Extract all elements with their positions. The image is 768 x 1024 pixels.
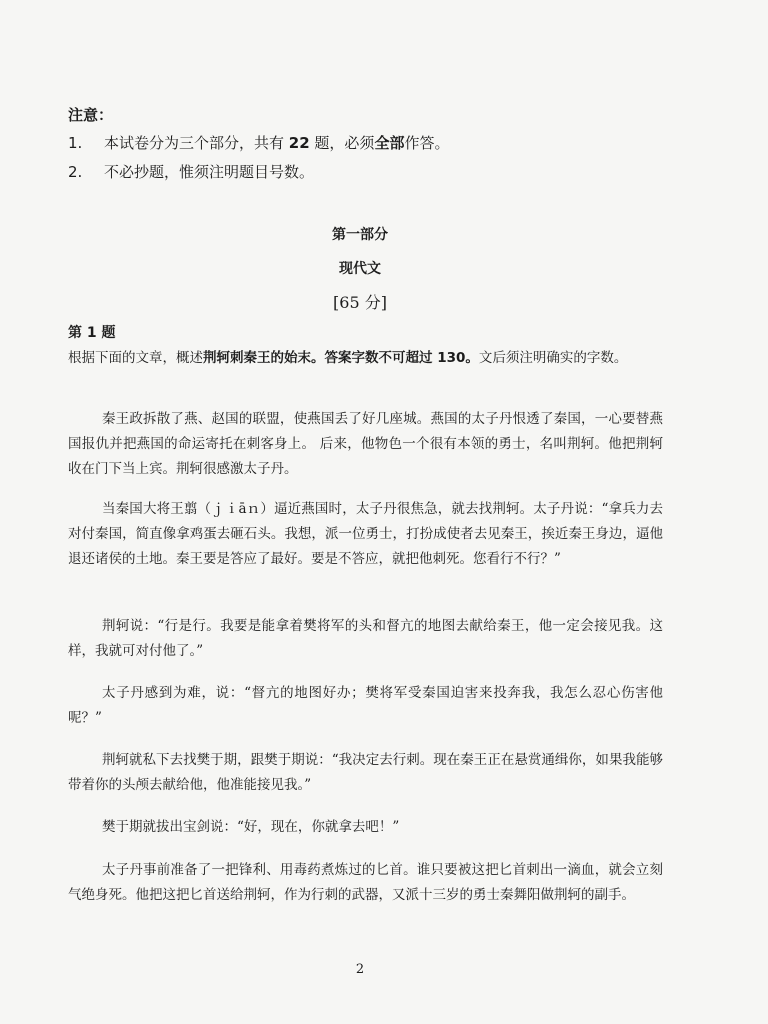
notice-item-text: 不必抄题，惟须注明题目号数。: [104, 163, 315, 181]
notice-title: 注意：: [68, 106, 114, 124]
notice-item-text: 作答。: [404, 134, 450, 152]
section-title: 现代文: [339, 261, 381, 277]
question-title: 第 1 题: [68, 325, 116, 341]
notice-item-1: [68, 132, 449, 153]
instruction-text: 文后须注明确实的字数。: [478, 350, 628, 366]
notice-item-number: 1.: [68, 134, 83, 152]
instruction-text: 根据下面的文章，概述: [68, 350, 203, 366]
instruction-bold-text: 荆轲刺秦王的始末。答案字数不可超过 130。: [203, 350, 479, 366]
question-instruction: [68, 348, 658, 369]
passage-paragraph-7: 太子丹事前准备了一把锋利、用毒药煮炼过的匕首。谁只要被这把匕首刺出一滴血，就会立刻气绝身死。他把这把匕首送给荆轲，作为行刺的武器，又派十三岁的勇士秦舞阳做荆轲的副手。: [68, 862, 663, 903]
passage-paragraph-2: 当秦国大将王翦（ｊｉāｎ）逼近燕国时，太子丹很焦急，就去找荆轲。太子丹说：“拿兵力去对付秦国，简直像拿鸡蛋去砸石头。我想，派一位勇士，打扮成使者去见秦王，挨近秦王身边，逼他退还诸侯的土地。秦王要是答应了最好。要是不答应，就把他刺死。您看行不行？”: [68, 501, 663, 567]
notice-item-2: [68, 161, 314, 182]
passage-paragraph-1: 秦王政拆散了燕、赵国的联盟，使燕国丢了好几座城。燕国的太子丹恨透了秦国，一心要替燕国报仇并把燕国的命运寄托在刺客身上。 后来，他物色一个很有本领的勇士，名叫荆轲。他把荆轲收在门下当上宾。荆轲很感激太子丹。: [68, 411, 663, 477]
notice-item-bold: 全部: [374, 134, 405, 152]
notice-item-number: 2.: [68, 163, 83, 181]
passage-paragraph-5: 荆轲就私下去找樊于期，跟樊于期说：“我决定去行刺。现在秦王正在悬赏通缉你，如果我能够带着你的头颅去献给他，他准能接见我。”: [68, 752, 663, 793]
part-title: 第一部分: [332, 227, 388, 243]
passage-paragraph-3: 荆轲说：“行是行。我要是能拿着樊将军的头和督亢的地图去献给秦王，他一定会接见我。这样，我就可对付他了。”: [68, 618, 663, 659]
notice-item-text: 本试卷分为三个部分，共有: [104, 134, 289, 152]
notice-item-text: 题，必须: [309, 134, 375, 152]
section-marks: [65 分]: [333, 293, 387, 312]
page-number: 2: [355, 962, 365, 977]
passage-paragraph-4: 太子丹感到为难，说：“督亢的地图好办；樊将军受秦国迫害来投奔我，我怎么忍心伤害他呢？”: [68, 685, 663, 726]
notice-item-bold: 22: [288, 134, 310, 152]
passage-paragraph-6: 樊于期就拔出宝剑说：“好，现在，你就拿去吧！”: [102, 819, 400, 835]
